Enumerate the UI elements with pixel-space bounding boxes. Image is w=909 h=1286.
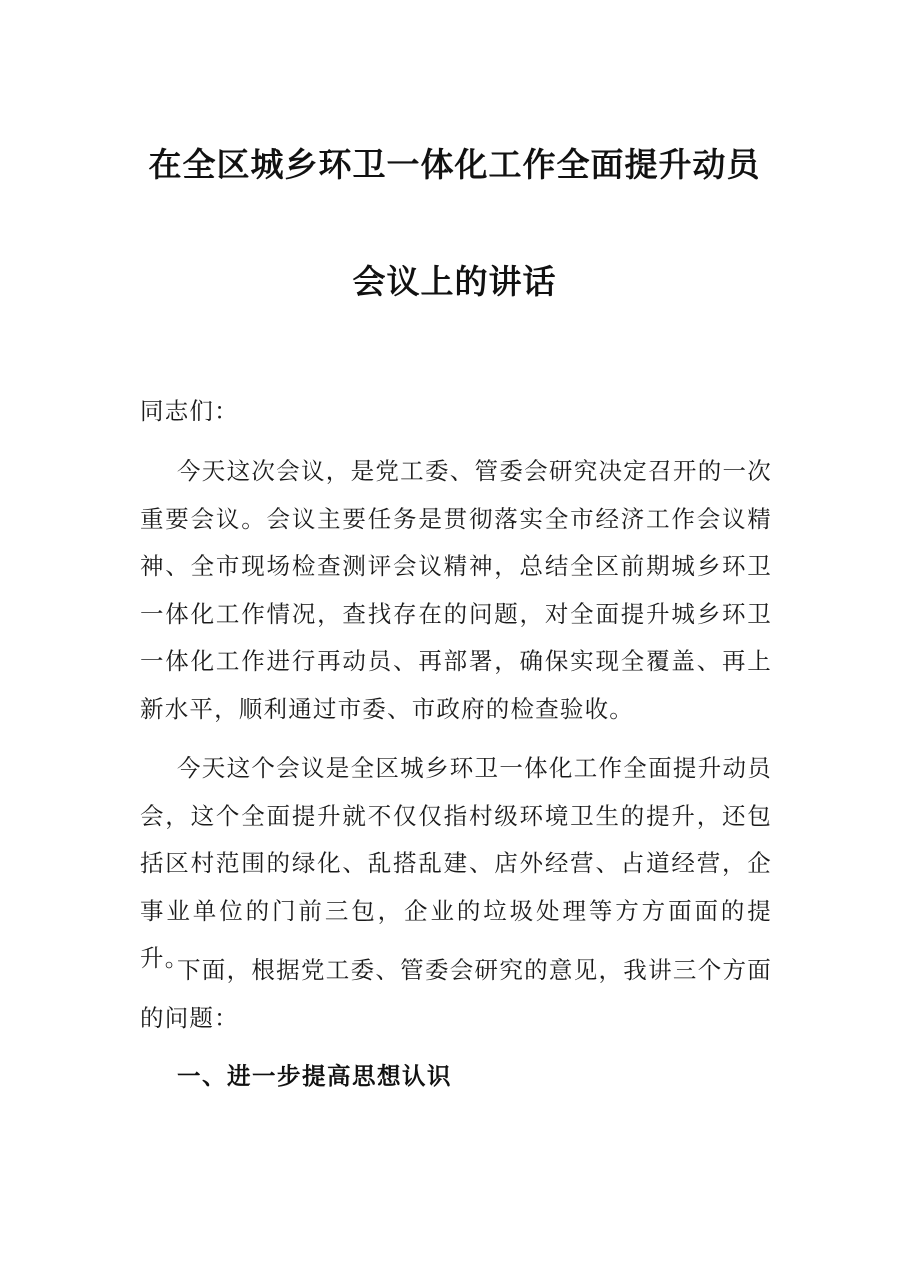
- document-title-line-1: 在全区城乡环卫一体化工作全面提升动员: [148, 145, 761, 184]
- paragraph-1: 今天这次会议，是党工委、管委会研究决定召开的一次重要会议。会议主要任务是贯彻落实全市经济工作会议精神、全市现场检查测评会议精神，总结全区前期城乡环卫一体化工作情况，查找存在的问题，对全面提升城乡环卫一体化工作进行再动员、再部署，确保实现全覆盖、再上新水平，顺利通过市委、市政府的检查验收。: [140, 457, 772, 723]
- paragraph-3: 下面，根据党工委、管委会研究的意见，我讲三个方面的问题：: [140, 956, 772, 1032]
- salutation: 同志们：: [140, 397, 239, 425]
- paragraph-2: 今天这个会议是全区城乡环卫一体化工作全面提升动员会，这个全面提升就不仅仅指村级环境卫生的提升，还包括区村范围的绿化、乱搭乱建、店外经营、占道经营，企事业单位的门前三包，企业的垃圾处理等方方面面的提升。: [140, 754, 772, 972]
- document-title-line-2: 会议上的讲话: [352, 262, 557, 301]
- section-heading-1: 一、进一步提高思想认识: [177, 1062, 452, 1090]
